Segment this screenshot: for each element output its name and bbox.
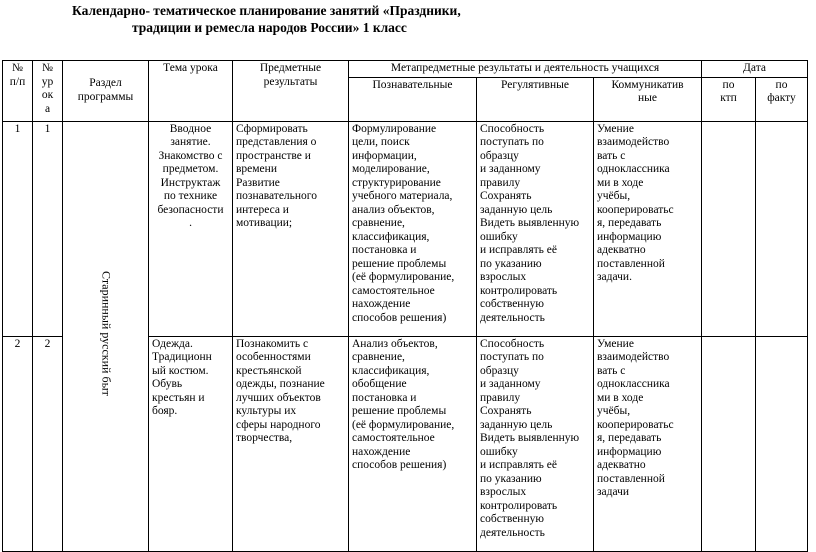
header-date: Дата (702, 61, 808, 78)
header-cognitive: Познавательные (349, 77, 477, 121)
title-line-1: Календарно- тематическое планирование занятий «Праздники, (72, 3, 461, 18)
planning-table (2, 60, 808, 552)
row-date-plan (702, 336, 756, 551)
header-section: Раздел программы (63, 61, 149, 122)
header-subject-results: Предметные результаты (233, 61, 349, 122)
row-subject: Сформировать представления о пространстве и времени Развитие познавательного интереса и мотивации; (233, 121, 349, 336)
row-topic: Одежда. Традиционн ый костюм. Обувь крестьян и бояр. (149, 336, 233, 551)
header-regulatory: Регулятивные (477, 77, 594, 121)
section-name: Старинный русский быт (99, 271, 114, 397)
header-date-plan: по ктп (702, 77, 756, 121)
row-lesson: 2 (33, 336, 63, 551)
row-subject: Познакомить с особенностями крестьянской одежды, познание лучших объектов культуры их сферы народного творчества, (233, 336, 349, 551)
row-num: 1 (3, 121, 33, 336)
row-date-fact (756, 121, 808, 336)
header-communicative: Коммуникатив ные (594, 77, 702, 121)
row-regulatory: Способность поступать по образцу и заданному правилу Сохранять заданную цель Видеть выявленную ошибку и исправлять её по указанию взрослых контролировать собственную деятельность (477, 336, 594, 551)
header-num-pp: № п/п (3, 61, 33, 122)
row-communicative: Умение взаимодейство вать с одноклассника ми в ходе учёбы, кооперироватьс я, передавать информацию адекватно поставленной задачи. (594, 121, 702, 336)
row-date-plan (702, 121, 756, 336)
document-title (72, 2, 632, 36)
header-topic: Тема урока (149, 61, 233, 122)
row-cognitive: Формулирование цели, поиск информации, моделирование, структурирование учебного материала, анализ объектов, сравнение, классификация, постановка и решение проблемы (её формулирование, самостоятельное нахождение способов решения) (349, 121, 477, 336)
row-communicative: Умение взаимодейство вать с одноклассника ми в ходе учёбы, кооперироватьс я, передавать информацию адекватно поставленной задачи (594, 336, 702, 551)
title-line-2: традиции и ремесла народов России» 1 класс (132, 20, 407, 35)
row-date-fact (756, 336, 808, 551)
row-num: 2 (3, 336, 33, 551)
section-cell (63, 121, 149, 551)
row-lesson: 1 (33, 121, 63, 336)
row-topic: Вводное занятие. Знакомство с предметом. Инструктаж по технике безопасности . (149, 121, 233, 336)
table-row (3, 121, 808, 336)
row-cognitive: Анализ объектов, сравнение, классификация, обобщение постановка и решение проблемы (её формулирование, самостоятельное нахождение способов решения) (349, 336, 477, 551)
header-date-fact: по факту (756, 77, 808, 121)
row-regulatory: Способность поступать по образцу и заданному правилу Сохранять заданную цель Видеть выявленную ошибку и исправлять её по указанию взрослых контролировать собственную деятельность (477, 121, 594, 336)
header-num-lesson: № ур ок а (33, 61, 63, 122)
header-meta-results: Метапредметные результаты и деятельность учащихся (349, 61, 702, 78)
